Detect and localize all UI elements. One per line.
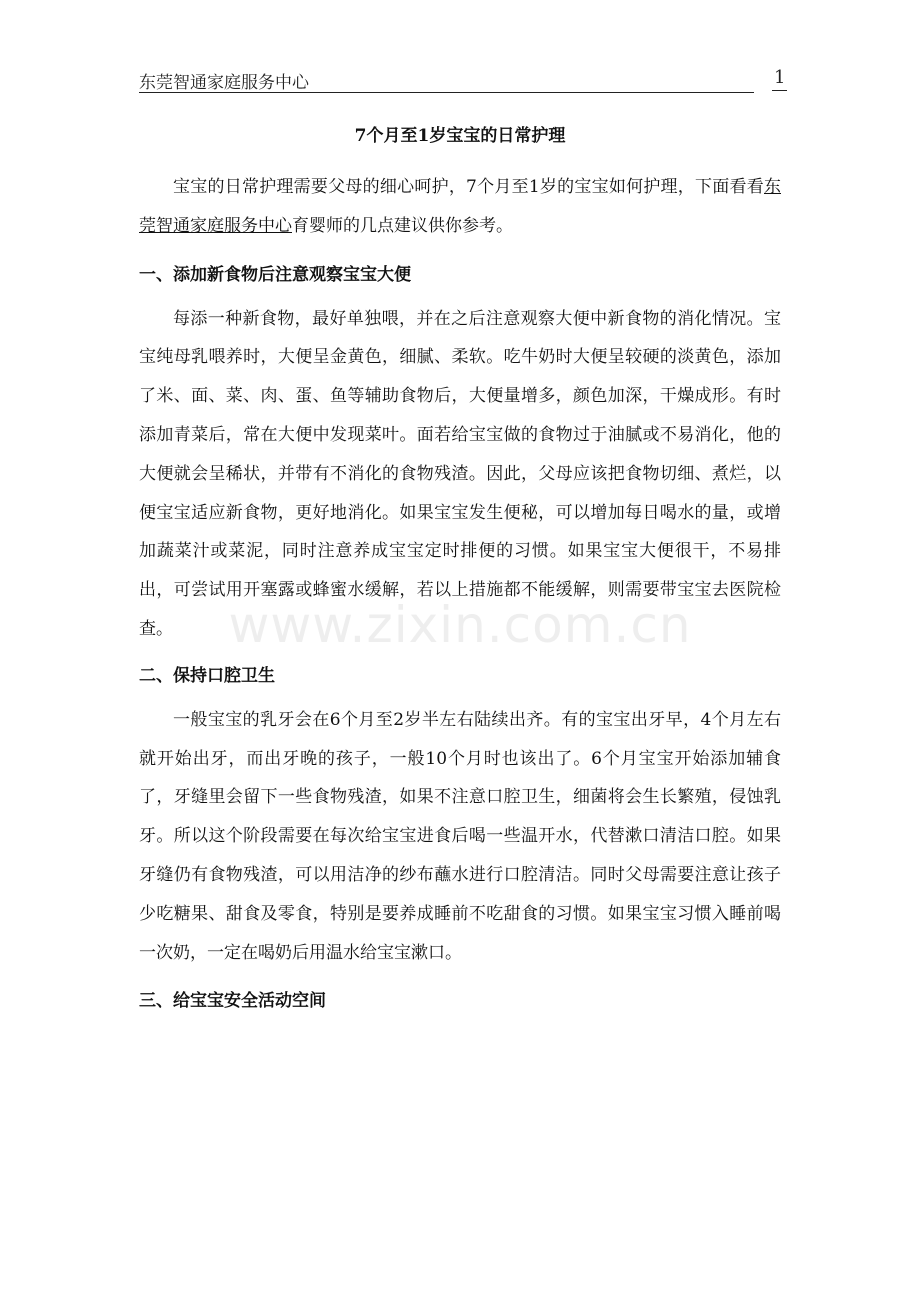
- section-heading-stool-observation: 一、添加新食物后注意观察宝宝大便: [139, 264, 411, 285]
- document-title: 7个月至1岁宝宝的日常护理: [354, 126, 566, 146]
- intro-paragraph: [139, 168, 781, 246]
- section-body-oral-hygiene: 一般宝宝的乳牙会在6个月至2岁半左右陆续出齐。有的宝宝出牙早，4个月左右就开始出牙，而出牙晚的孩子，一般10个月时也该出了。6个月宝宝开始添加辅食了，牙缝里会留下一些食物残渣，如果不注意口腔卫生，细菌将会生长繁殖，侵蚀乳牙。所以这个阶段需要在每次给宝宝进食后喝一些温开水，代替漱口清洁口腔。如果牙缝仍有食物残渣，可以用洁净的纱布蘸水进行口腔清洁。同时父母需要注意让孩子少吃糖果、甜食及零食，特别是要养成睡前不吃甜食的习惯。如果宝宝习惯入睡前喝一次奶，一定在喝奶后用温水给宝宝漱口。: [139, 709, 781, 963]
- watermark: www.zixin.com.cn: [228, 596, 692, 654]
- page-header: [139, 64, 754, 93]
- section-heading-safe-space: 三、给宝宝安全活动空间: [139, 991, 326, 1012]
- intro-text-after-link: 育婴师的几点建议供你参考。: [292, 215, 513, 236]
- section-heading-oral-hygiene: 二、保持口腔卫生: [139, 665, 275, 686]
- header-title: 东莞智通家庭服务中心: [139, 73, 309, 93]
- center-link[interactable]: 东莞智通家庭服务中心: [139, 177, 781, 236]
- section-body-stool-observation: 每添一种新食物，最好单独喂，并在之后注意观察大便中新食物的消化情况。宝宝纯母乳喂养时，大便呈金黄色，细腻、柔软。吃牛奶时大便呈较硬的淡黄色，添加了米、面、菜、肉、蛋、鱼等辅助食物后，大便量增多，颜色加深，干燥成形。有时添加青菜后，常在大便中发现菜叶。面若给宝宝做的食物过于油腻或不易消化，他的大便就会呈稀状，并带有不消化的食物残渣。因此，父母应该把食物切细、煮烂，以便宝宝适应新食物，更好地消化。如果宝宝发生便秘，可以增加每日喝水的量，或增加蔬菜汁或菜泥，同时注意养成宝宝定时排便的习惯。如果宝宝大便很干，不易排出，可尝试用开塞露或蜂蜜水缓解，若以上措施都不能缓解，则需要带宝宝去医院检查。: [139, 308, 781, 639]
- page-number: 1: [772, 66, 787, 91]
- document-body: [139, 118, 781, 1020]
- intro-text-before-link: 宝宝的日常护理需要父母的细心呵护，7个月至1岁的宝宝如何护理，下面看看: [173, 177, 764, 197]
